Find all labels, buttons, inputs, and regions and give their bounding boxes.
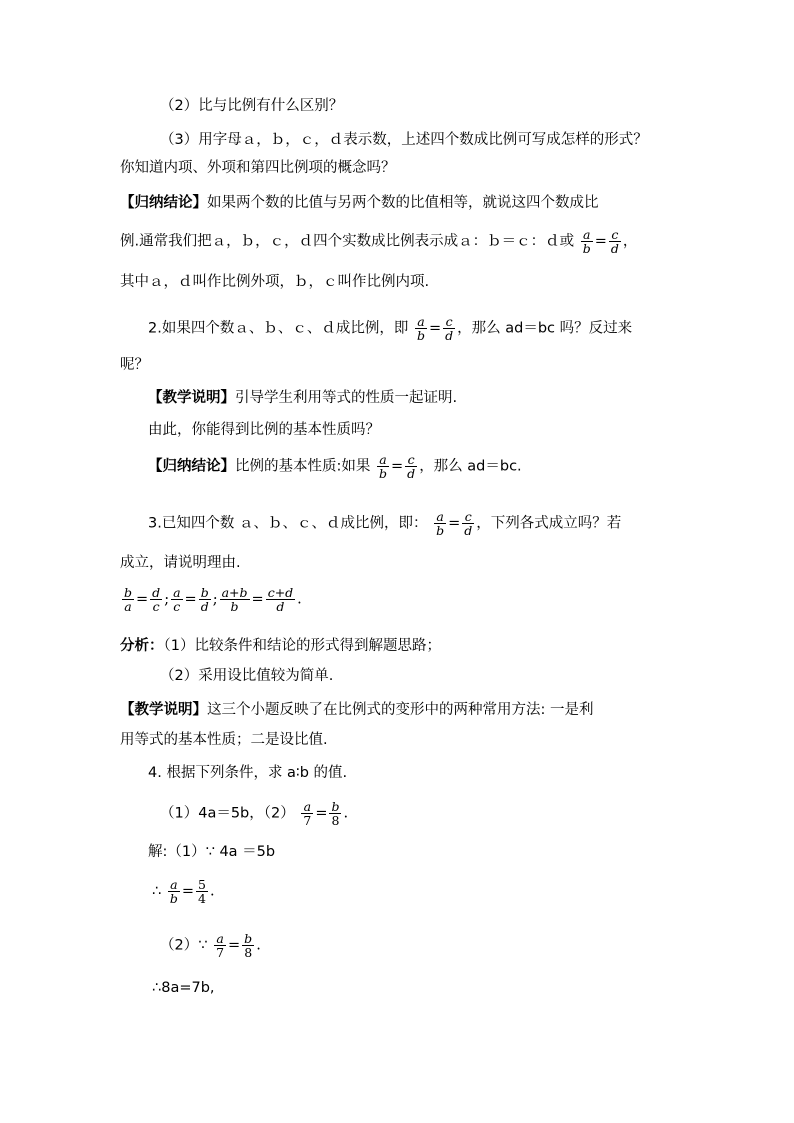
- conclusion-1-line-3: 其中ａ，ｄ叫作比例外项，ｂ，ｃ叫作比例内项.: [120, 274, 430, 290]
- analysis-line-1: 分析：（1）比较条件和结论的形式得到解题思路；: [120, 638, 441, 654]
- solution-line-1: 解:（1）∵ 4a ＝5b: [148, 844, 276, 860]
- fraction-c-plus-d-over-d: $\frac{c+d}{d}$: [267, 585, 294, 614]
- item-3-expressions: $\frac{b}{a}$ = $\frac{d}{c}$ ; $\frac{a}{c}$ = $\frac{b}{d}$ ; $\frac{a+b}{b}$ = $\frac{c+d}{d}$ .: [124, 585, 302, 614]
- conclusion-1-line-2: 例.通常我们把ａ，ｂ，ｃ，ｄ四个实数成比例表示成ａ：ｂ＝ｃ：ｄ或 $\frac{a}{b}$ = $\frac{c}{d}$ ，: [120, 227, 638, 256]
- fraction-a-over-7: $\frac{a}{7}$: [303, 799, 312, 828]
- fraction-b-over-8: $\frac{b}{8}$: [331, 799, 340, 828]
- item-4: 4. 根据下列条件，求 a∶b 的值.: [148, 765, 348, 781]
- fraction-a-over-b: $\frac{a}{b}$: [169, 877, 178, 906]
- fraction-a-over-c: $\frac{a}{c}$: [173, 585, 181, 614]
- teaching-note-2-line-1: 【教学说明】这三个小题反映了在比例式的变形中的两种常用方法: 一是利: [120, 702, 594, 718]
- fraction-c-over-d: $\frac{c}{d}$: [407, 452, 416, 481]
- solution-line-2: ∴ $\frac{a}{b}$ = $\frac{5}{4}$ .: [152, 877, 215, 906]
- fraction-b-over-a: $\frac{b}{a}$: [124, 585, 133, 614]
- fraction-b-over-8: $\frac{b}{8}$: [244, 931, 253, 960]
- conclusion-1-line-1: 【归纳结论】如果两个数的比值与另两个数的比值相等，就说这四个数成比: [120, 195, 599, 211]
- question-3-line-2: 你知道内项、外项和第四比例项的概念吗？: [120, 160, 396, 176]
- analysis-line-2: （2）采用设比值较为简单.: [160, 668, 334, 684]
- teaching-note-2-line-2: 用等式的基本性质；二是设比值.: [120, 732, 328, 748]
- fraction-a-over-b: $\frac{a}{b}$: [416, 314, 425, 343]
- question-3-line-1: （3）用字母ａ，ｂ，ｃ，ｄ表示数，上述四个数成比例可写成怎样的形式？: [160, 132, 648, 148]
- item-3-line-2: 成立，请说明理由.: [120, 555, 241, 571]
- item-2-line-2: 呢？: [120, 357, 149, 373]
- thus-line: 由此，你能得到比例的基本性质吗？: [148, 422, 380, 438]
- item-4-conditions: （1）4a＝5b，（2） $\frac{a}{7}$ = $\frac{b}{8}$ .: [160, 799, 349, 828]
- conclusion-2: 【归纳结论】比例的基本性质:如果 $\frac{a}{b}$ = $\frac{c}{d}$ ，那么 ad＝bc.: [148, 452, 522, 481]
- conclusion-tag: 【归纳结论】: [120, 195, 207, 211]
- solution-line-4: ∴8a=7b,: [152, 980, 215, 996]
- fraction-a-over-b: $\frac{a}{b}$: [436, 509, 445, 538]
- item-3-line-1: 3.已知四个数 ａ、ｂ、ｃ、ｄ成比例，即： $\frac{a}{b}$ = $\frac{c}{d}$ ，下列各式成立吗？若: [148, 509, 622, 538]
- solution-line-3: （2）∵ $\frac{a}{7}$ = $\frac{b}{8}$ .: [160, 931, 261, 960]
- fraction-a-over-b: $\frac{a}{b}$: [582, 227, 591, 256]
- fraction-a-over-7: $\frac{a}{7}$: [216, 931, 225, 960]
- teaching-note-1: 【教学说明】引导学生利用等式的性质一起证明.: [148, 390, 458, 406]
- fraction-c-over-d: $\frac{c}{d}$: [445, 314, 454, 343]
- fraction-a-plus-b-over-b: $\frac{a+b}{b}$: [221, 585, 248, 614]
- question-2: （2）比与比例有什么区别？: [160, 98, 344, 114]
- fraction-b-over-d: $\frac{b}{d}$: [200, 585, 209, 614]
- fraction-5-over-4: $\frac{5}{4}$: [198, 877, 206, 906]
- fraction-c-over-d: $\frac{c}{d}$: [464, 509, 473, 538]
- item-2-line-1: 2.如果四个数ａ、ｂ、ｃ、ｄ成比例，即 $\frac{a}{b}$ = $\frac{c}{d}$ ，那么 ad＝bc 吗？反过来: [148, 314, 633, 343]
- fraction-c-over-d: $\frac{c}{d}$: [610, 227, 619, 256]
- fraction-a-over-b: $\frac{a}{b}$: [379, 452, 388, 481]
- fraction-d-over-c: $\frac{d}{c}$: [152, 585, 161, 614]
